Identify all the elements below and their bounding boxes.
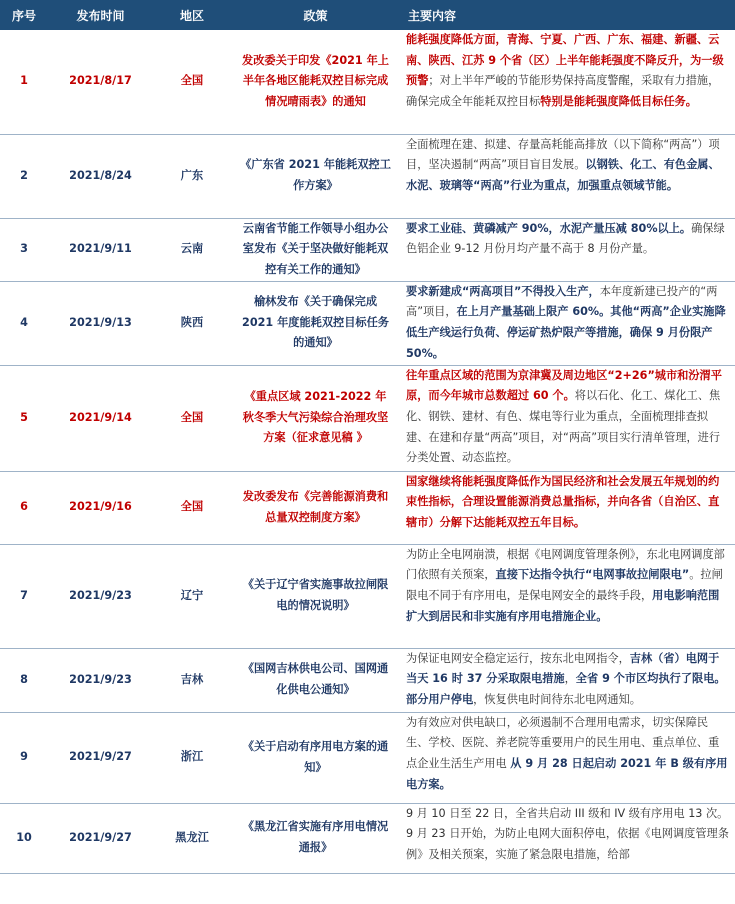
row-policy: 发改委关于印发《2021 年上半年各地区能耗双控目标完成情况晴雨表》的通知 <box>231 30 400 134</box>
header-date: 发布时间 <box>48 0 153 30</box>
table-row <box>0 648 735 712</box>
row-content <box>400 471 735 544</box>
row-content <box>400 281 735 365</box>
content-segment: 将以石化、化工、煤化工、焦化、钢铁、建材、有色、煤电等行业为重点，全面梳理排查拟建、在建和存量“两高”项目，对“两高”项目实行清单管理，进行分类处置、动态监控。 <box>406 389 721 465</box>
table-row <box>0 803 735 873</box>
content-segment: 为防止全电网崩溃，根据《电网调度管理条例》，东北电网调度部门依照有关预案， <box>406 547 725 582</box>
content-segment: ， <box>564 672 576 686</box>
row-date: 2021/9/27 <box>48 712 153 803</box>
content-segment: 全省 9 个市区均执行了限电。部分用户停电 <box>406 672 726 707</box>
content-segment: ；对上半年严峻的节能形势保持高度警醒，采取有力措施，确保完成全年能耗双控目标 <box>406 74 720 109</box>
row-content <box>400 648 735 712</box>
header-content: 主要内容 <box>400 0 735 30</box>
table-row <box>0 365 735 471</box>
content-segment: 全面梳理在建、拟建、存量高耗能高排放（以下简称“两高”）项目，坚决遏制“两高”项目盲目发展。 <box>406 137 720 172</box>
row-region: 陕西 <box>153 281 231 365</box>
content-segment: 往年重点区域的范围为京津冀及周边地区“2+26”城市和汾渭平原，而今年城市总数超过 60 个。 <box>406 368 722 403</box>
table-row <box>0 544 735 648</box>
row-policy: 云南省节能工作领导小组办公室发布《关于坚决做好能耗双控有关工作的通知》 <box>231 218 400 281</box>
content-segment: 以钢铁、化工、有色金属、水泥、玻璃等“两高”行业为重点，加强重点领域节能。 <box>406 158 720 192</box>
table-row <box>0 218 735 281</box>
row-date: 2021/9/16 <box>48 471 153 544</box>
row-region: 全国 <box>153 365 231 471</box>
row-number: 6 <box>0 471 48 544</box>
row-policy: 《广东省 2021 年能耗双控工作方案》 <box>231 134 400 218</box>
content-segment: 直接下达指令执行“电网事故拉闸限电” <box>495 568 690 582</box>
row-date: 2021/9/27 <box>48 803 153 873</box>
row-content <box>400 30 735 134</box>
row-policy: 发改委发布《完善能源消费和总量双控制度方案》 <box>231 471 400 544</box>
row-date: 2021/9/14 <box>48 365 153 471</box>
row-region: 云南 <box>153 218 231 281</box>
table-header <box>0 0 735 30</box>
row-region: 全国 <box>153 30 231 134</box>
row-number: 9 <box>0 712 48 803</box>
row-policy: 《关于启动有序用电方案的通知》 <box>231 712 400 803</box>
table-row <box>0 134 735 218</box>
row-region: 吉林 <box>153 648 231 712</box>
content-segment: 为保证电网安全稳定运行，按东北电网指令， <box>406 651 630 665</box>
content-segment: 吉林（省）电网于当天 16 时 37 分采取限电措施 <box>406 651 720 686</box>
row-content <box>400 544 735 648</box>
row-date: 2021/9/23 <box>48 648 153 712</box>
row-policy: 《黑龙江省实施有序用电情况通报》 <box>231 803 400 873</box>
table-row <box>0 30 735 134</box>
content-segment: 本年度新建已投产的“两高”项目， <box>406 284 718 319</box>
row-content <box>400 134 735 218</box>
row-region: 黑龙江 <box>153 803 231 873</box>
content-segment: 9 月 10 日至 22 日，全省共启动 III 级和 IV 级有序用电 13 次。9 月 23 日开始，为防止电网大面积停电，依据《电网调度管理条例》及相关预案，实施了紧急限电措施，给部 <box>406 806 729 862</box>
content-segment: ，恢复供电时间待东北电网通知。 <box>473 693 641 707</box>
content-segment: 。拉闸限电不同于有序用电，是保电网安全的最终手段， <box>406 568 723 603</box>
row-date: 2021/8/17 <box>48 30 153 134</box>
row-date: 2021/9/23 <box>48 544 153 648</box>
content-segment: 在上月产量基础上限产 60%。其他“两高”企业实施降低生产线运行负荷、停运矿热炉限产等措施，确保 9 月份限产 50%。 <box>406 305 726 360</box>
row-content <box>400 712 735 803</box>
row-date: 2021/9/13 <box>48 281 153 365</box>
table-row <box>0 471 735 544</box>
row-region: 全国 <box>153 471 231 544</box>
row-number: 2 <box>0 134 48 218</box>
content-segment: 要求新建成“两高项目”不得投入生产， <box>406 284 600 298</box>
table-row <box>0 712 735 803</box>
content-segment: 特别是能耗强度降低目标任务。 <box>540 95 697 109</box>
row-region: 辽宁 <box>153 544 231 648</box>
header-num: 序号 <box>0 0 48 30</box>
content-segment: 国家继续将能耗强度降低作为国民经济和社会发展五年规划的约束性指标，合理设置能源消费总量指标，并向各省（自治区、直辖市）分解下达能耗双控五年目标。 <box>406 474 720 530</box>
content-segment: 从 9 月 28 日起启动 2021 年 B 级有序用电方案。 <box>406 757 728 791</box>
content-segment: 能耗强度降低方面，青海、宁夏、广西、广东、福建、新疆、云南、陕西、江苏 9 个省（区）上半年能耗强度不降反升，为一级预警 <box>406 33 724 88</box>
row-policy: 《关于辽宁省实施事故拉闸限电的情况说明》 <box>231 544 400 648</box>
content-segment: 确保绿色铝企业 9-12 月份月均产量不高于 8 月份产量。 <box>406 221 725 256</box>
header-policy: 政策 <box>231 0 400 30</box>
content-segment: 要求工业硅、黄磷减产 90%，水泥产量压减 80%以上。 <box>406 221 692 235</box>
table-row <box>0 281 735 365</box>
row-content <box>400 218 735 281</box>
row-region: 广东 <box>153 134 231 218</box>
content-segment: 用电影响范围扩大到居民和非实施有序用电措施企业。 <box>406 589 720 623</box>
row-policy: 榆林发布《关于确保完成 2021 年度能耗双控目标任务的通知》 <box>231 281 400 365</box>
row-number: 1 <box>0 30 48 134</box>
row-number: 4 <box>0 281 48 365</box>
row-number: 10 <box>0 803 48 873</box>
row-number: 3 <box>0 218 48 281</box>
header-region: 地区 <box>153 0 231 30</box>
row-policy: 《国网吉林供电公司、国网通化供电公通知》 <box>231 648 400 712</box>
row-number: 8 <box>0 648 48 712</box>
row-policy: 《重点区域 2021-2022 年秋冬季大气污染综合治理攻坚方案（征求意见稿 》 <box>231 365 400 471</box>
row-content <box>400 365 735 471</box>
row-date: 2021/8/24 <box>48 134 153 218</box>
row-region: 浙江 <box>153 712 231 803</box>
content-segment: 为有效应对供电缺口，必须遏制不合理用电需求，切实保障民生、学校、医院、养老院等重要用户的民生用电、重点单位、重点企业生活生产用电 <box>406 715 720 771</box>
row-content <box>400 803 735 873</box>
row-number: 7 <box>0 544 48 648</box>
row-date: 2021/9/11 <box>48 218 153 281</box>
row-number: 5 <box>0 365 48 471</box>
